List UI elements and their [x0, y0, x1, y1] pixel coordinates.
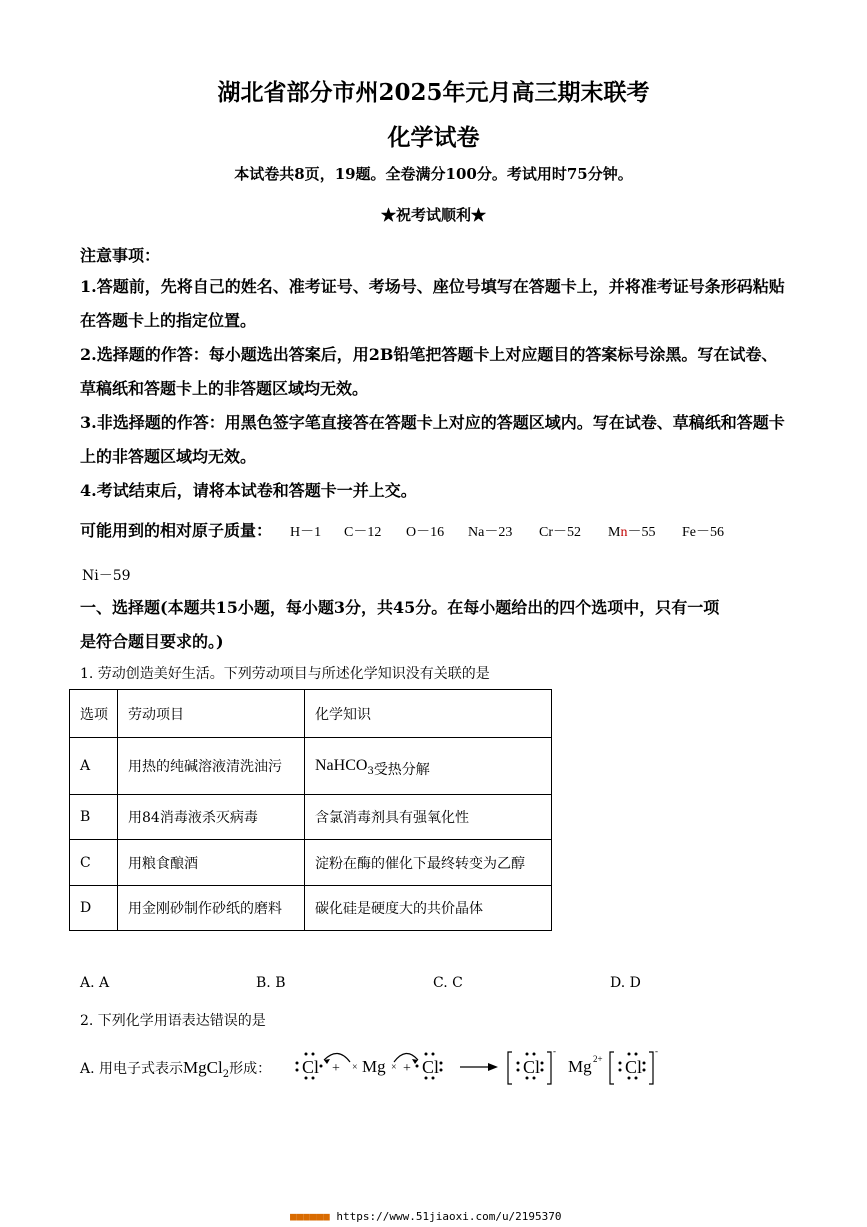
table-row	[70, 886, 552, 931]
mg-ion-charge: 2+	[593, 1054, 603, 1064]
mg-electron-right: ×	[391, 1062, 397, 1073]
q2-option-a-suffix: 形成：	[229, 1061, 272, 1077]
exam-title: 湖北省部分市州2025年元月高三期末联考	[217, 79, 650, 106]
table-cell-option: A	[70, 738, 118, 795]
cl-atom-right: Cl	[422, 1057, 440, 1077]
table-cell-knowledge: 淀粉在酶的催化下最终转变为乙醇	[305, 840, 552, 886]
mass-h: H－1	[290, 525, 322, 540]
mg-atom: Mg	[362, 1057, 386, 1076]
note-item-3: 3.非选择题的作答：用黑色签字笔直接答在答题卡上对应的答题区域内。写在试卷、草稿纸和答题卡上的非答题区域均无效。	[80, 413, 785, 466]
cl-ion-left: Cl	[523, 1057, 541, 1077]
exam-info: 本试卷共8页，19题。全卷满分100分。考试用时75分钟。	[234, 165, 633, 183]
page-footer	[290, 1210, 562, 1223]
knowledge-text: 受热分解	[373, 762, 430, 778]
table-header-cell: 选项	[70, 690, 118, 738]
cl-ion-right: Cl	[625, 1057, 643, 1077]
nahco3-formula: NaHCO	[315, 757, 368, 774]
table-cell-option: D	[70, 886, 118, 931]
mass-fe: Fe－56	[682, 525, 724, 540]
mass-mn: Mn－55	[608, 525, 656, 540]
footer-logo: ■■■■■■	[290, 1210, 330, 1223]
mgcl2-subscript: 2	[222, 1069, 230, 1080]
table-row	[70, 795, 552, 840]
mass-ni: Ni－59	[82, 568, 131, 584]
table-cell-option: B	[70, 795, 118, 840]
atomic-masses-label: 可能用到的相对原子质量：	[80, 521, 273, 540]
mg-electron-left: ×	[352, 1062, 358, 1073]
plus-sign: +	[332, 1061, 340, 1076]
table-header-cell: 化学知识	[305, 690, 552, 738]
table-header-row	[70, 690, 552, 738]
atomic-masses	[80, 518, 820, 542]
table-cell-option: C	[70, 840, 118, 886]
table-row	[70, 840, 552, 886]
table-cell-knowledge: 含氯消毒剂具有强氧化性	[305, 795, 552, 840]
exam-subtitle: 化学试卷	[387, 124, 480, 151]
note-item-4: 4.考试结束后，请将本试卷和答题卡一并上交。	[80, 481, 417, 500]
cl-ion-charge: -	[655, 1046, 658, 1056]
q2-option-a	[80, 1058, 271, 1080]
mass-na: Na－23	[468, 525, 513, 540]
table-row	[70, 738, 552, 795]
q1-option-d: D. D	[610, 975, 641, 991]
q1-table	[69, 689, 552, 931]
table-cell-labor: 用热的纯碱溶液清洗油污	[118, 738, 305, 795]
cl-ion-charge: -	[553, 1046, 556, 1056]
q2-stem: 2. 下列化学用语表达错误的是	[80, 1013, 266, 1029]
nahco3-subscript: 3	[367, 766, 374, 777]
table-cell-knowledge	[305, 738, 552, 795]
q1-stem: 1. 劳动创造美好生活。下列劳动项目与所述化学知识没有关联的是	[80, 666, 490, 682]
table-cell-labor: 用金刚砂制作砂纸的磨料	[118, 886, 305, 931]
mg-ion: Mg	[568, 1057, 592, 1076]
table-header-cell: 劳动项目	[118, 690, 305, 738]
exam-wish: ★祝考试顺利★	[380, 206, 486, 224]
table-cell-knowledge: 碳化硅是硬度大的共价晶体	[305, 886, 552, 931]
mass-o: O－16	[406, 525, 445, 540]
mass-cr: Cr－52	[539, 525, 581, 540]
q2-option-a-prefix: A. 用电子式表示	[80, 1061, 184, 1077]
note-item-1: 1.答题前，先将自己的姓名、准考证号、考场号、座位号填写在答题卡上，并将准考证号条形码粘贴在答题卡上的指定位置。	[80, 277, 785, 330]
mass-c: C－12	[344, 525, 382, 540]
plus-sign: +	[403, 1061, 411, 1076]
q1-option-a: A. A	[80, 975, 110, 991]
section1-heading-line1: 一、选择题(本题共15小题，每小题3分，共45分。在每小题给出的四个选项中，只有一项	[80, 598, 720, 617]
mgcl2-formula: MgCl	[183, 1058, 223, 1077]
notes-heading: 注意事项：	[80, 246, 161, 265]
section1-heading-line2: 是符合题目要求的。)	[80, 632, 224, 651]
electron-dot-diagram	[288, 1040, 668, 1090]
note-item-2: 2.选择题的作答：每小题选出答案后，用2B铅笔把答题卡上对应题目的答案标号涂黑。写在试卷、草稿纸和答题卡上的非答题区域均无效。	[80, 345, 778, 398]
q1-option-b: B. B	[256, 975, 286, 991]
table-cell-labor: 用84消毒液杀灭病毒	[118, 795, 305, 840]
footer-url[interactable]: https://www.51jiaoxi.com/u/2195370	[336, 1210, 562, 1223]
cl-atom-left: Cl	[302, 1057, 320, 1077]
table-cell-labor: 用粮食酿酒	[118, 840, 305, 886]
q1-option-c: C. C	[433, 975, 463, 991]
